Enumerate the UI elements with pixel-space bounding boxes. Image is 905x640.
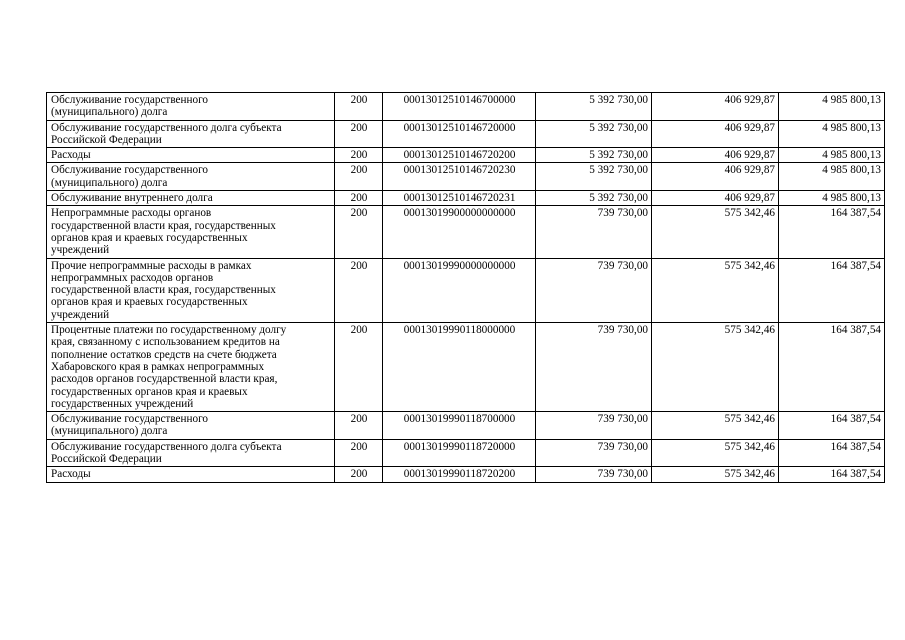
table-row <box>47 323 885 412</box>
table-row <box>47 120 885 148</box>
row-line-code-cell: 200 <box>335 148 383 163</box>
row-name-cell: Расходы <box>47 467 335 482</box>
row-line-code-cell: 200 <box>335 206 383 258</box>
row-executed-cell: 406 929,87 <box>652 120 779 148</box>
row-approved-cell: 5 392 730,00 <box>536 191 652 206</box>
row-approved-cell: 5 392 730,00 <box>536 120 652 148</box>
row-executed-cell: 406 929,87 <box>652 191 779 206</box>
row-approved-cell: 5 392 730,00 <box>536 148 652 163</box>
row-remaining-cell: 164 387,54 <box>779 439 885 467</box>
budget-execution-table <box>46 92 885 483</box>
row-budget-code-cell: 00013019990118700000 <box>383 412 536 440</box>
row-approved-cell: 739 730,00 <box>536 467 652 482</box>
row-line-code-cell: 200 <box>335 323 383 412</box>
row-name-cell: Обслуживание государственного (муниципального) долга <box>47 163 335 191</box>
row-remaining-cell: 164 387,54 <box>779 258 885 322</box>
row-remaining-cell: 164 387,54 <box>779 323 885 412</box>
row-budget-code-cell: 00013012510146720231 <box>383 191 536 206</box>
row-line-code-cell: 200 <box>335 163 383 191</box>
row-budget-code-cell: 00013019900000000000 <box>383 206 536 258</box>
row-name-cell: Обслуживание государственного долга субъекта Российской Федерации <box>47 120 335 148</box>
row-line-code-cell: 200 <box>335 93 383 121</box>
row-budget-code-cell: 00013012510146720230 <box>383 163 536 191</box>
row-name-cell: Обслуживание государственного (муниципального) долга <box>47 412 335 440</box>
row-approved-cell: 739 730,00 <box>536 206 652 258</box>
row-line-code-cell: 200 <box>335 120 383 148</box>
row-executed-cell: 575 342,46 <box>652 323 779 412</box>
row-remaining-cell: 4 985 800,13 <box>779 191 885 206</box>
table-row <box>47 93 885 121</box>
row-remaining-cell: 4 985 800,13 <box>779 163 885 191</box>
row-budget-code-cell: 00013019990118720000 <box>383 439 536 467</box>
row-remaining-cell: 4 985 800,13 <box>779 120 885 148</box>
row-budget-code-cell: 00013012510146720000 <box>383 120 536 148</box>
row-line-code-cell: 200 <box>335 439 383 467</box>
row-approved-cell: 5 392 730,00 <box>536 93 652 121</box>
row-remaining-cell: 164 387,54 <box>779 412 885 440</box>
row-name-cell: Расходы <box>47 148 335 163</box>
row-name-cell: Процентные платежи по государственному долгу края, связанному с использованием кредитов на пополнение остатков средств на счете бюджета Хабаровского края в рамках непрограммных расходов органов государственной власти края, государственных органов края и краевых государственных учреждений <box>47 323 335 412</box>
row-approved-cell: 739 730,00 <box>536 412 652 440</box>
row-approved-cell: 739 730,00 <box>536 258 652 322</box>
row-executed-cell: 575 342,46 <box>652 467 779 482</box>
row-budget-code-cell: 00013012510146720200 <box>383 148 536 163</box>
row-name-cell: Обслуживание государственного долга субъекта Российской Федерации <box>47 439 335 467</box>
row-line-code-cell: 200 <box>335 191 383 206</box>
row-executed-cell: 575 342,46 <box>652 439 779 467</box>
row-executed-cell: 406 929,87 <box>652 148 779 163</box>
row-remaining-cell: 164 387,54 <box>779 467 885 482</box>
row-approved-cell: 739 730,00 <box>536 323 652 412</box>
row-line-code-cell: 200 <box>335 412 383 440</box>
table-row <box>47 148 885 163</box>
row-name-cell: Непрограммные расходы органов государственной власти края, государственных органов края и краевых государственных учреждений <box>47 206 335 258</box>
table-row <box>47 412 885 440</box>
row-budget-code-cell: 00013019990118000000 <box>383 323 536 412</box>
row-line-code-cell: 200 <box>335 467 383 482</box>
row-name-cell: Обслуживание государственного (муниципального) долга <box>47 93 335 121</box>
row-name-cell: Обслуживание внутреннего долга <box>47 191 335 206</box>
row-budget-code-cell: 00013019990000000000 <box>383 258 536 322</box>
row-remaining-cell: 4 985 800,13 <box>779 148 885 163</box>
table-row <box>47 191 885 206</box>
row-executed-cell: 406 929,87 <box>652 163 779 191</box>
row-approved-cell: 739 730,00 <box>536 439 652 467</box>
table-row <box>47 439 885 467</box>
row-approved-cell: 5 392 730,00 <box>536 163 652 191</box>
row-executed-cell: 575 342,46 <box>652 412 779 440</box>
table-row <box>47 258 885 322</box>
row-executed-cell: 575 342,46 <box>652 206 779 258</box>
table-row <box>47 163 885 191</box>
row-budget-code-cell: 00013019990118720200 <box>383 467 536 482</box>
row-line-code-cell: 200 <box>335 258 383 322</box>
row-name-cell: Прочие непрограммные расходы в рамках непрограммных расходов органов государственной власти края, государственных органов края и краевых государственных учреждений <box>47 258 335 322</box>
table-row <box>47 467 885 482</box>
row-executed-cell: 575 342,46 <box>652 258 779 322</box>
table-row <box>47 206 885 258</box>
row-remaining-cell: 4 985 800,13 <box>779 93 885 121</box>
row-remaining-cell: 164 387,54 <box>779 206 885 258</box>
row-budget-code-cell: 00013012510146700000 <box>383 93 536 121</box>
row-executed-cell: 406 929,87 <box>652 93 779 121</box>
